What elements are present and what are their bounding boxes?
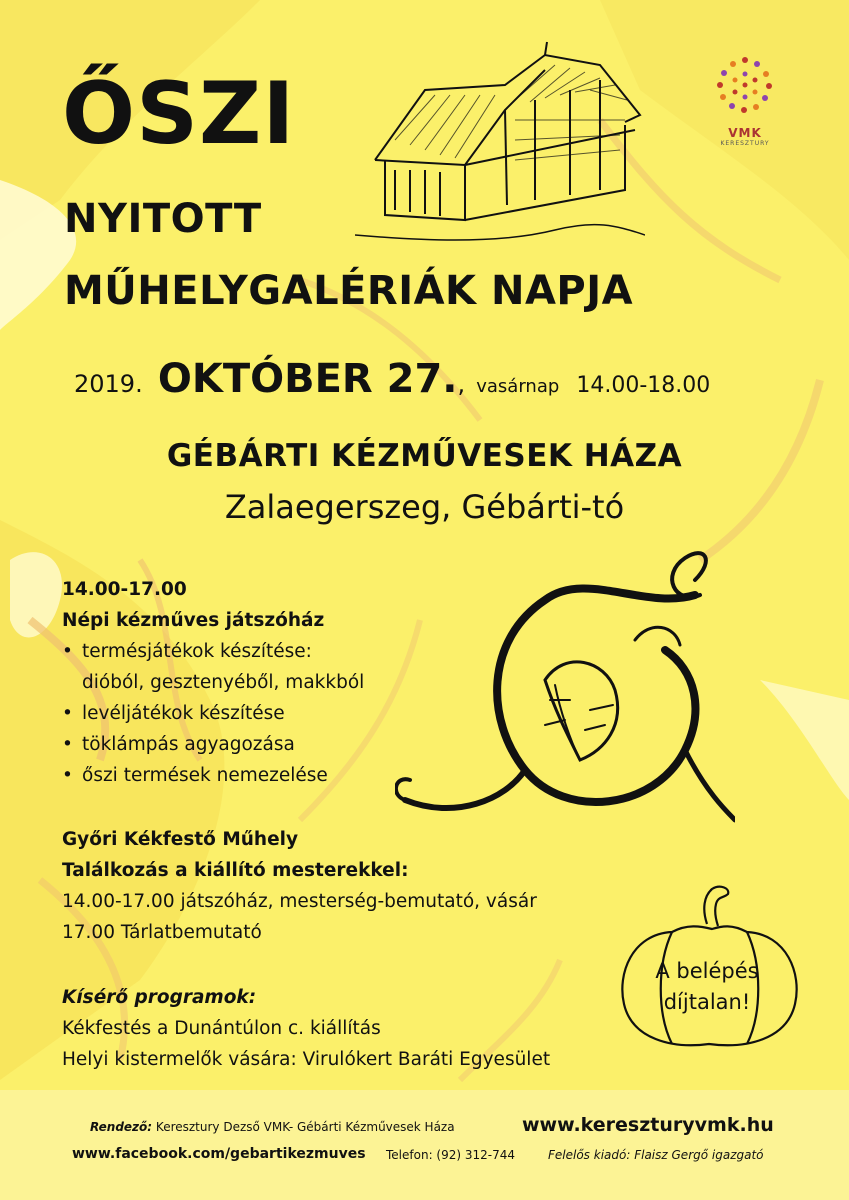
- footer-phone: Telefon: (92) 312-744: [386, 1148, 516, 1162]
- program3-line: Kékfestés a Dunántúlon c. kiállítás: [62, 1018, 381, 1039]
- website-link[interactable]: www.kereszturyvmk.hu: [522, 1114, 774, 1136]
- event-comma: ,: [457, 370, 466, 398]
- footer-organizer: [90, 1120, 455, 1134]
- organizer-name: Keresztury Dezső VMK- Gébárti Kézművesek Háza: [155, 1120, 455, 1134]
- badge-line1: A belépés: [655, 959, 759, 983]
- logo-subtext: KERESZTURY: [720, 140, 770, 147]
- venue-name: GÉBÁRTI KÉZMŰVESEK HÁZA: [166, 438, 683, 474]
- program3-line: Helyi kistermelők vására: Virulókert Baráti Egyesület: [62, 1049, 551, 1070]
- program2-line: 17.00 Tárlatbemutató: [62, 922, 262, 943]
- house-sketch-illustration: [355, 40, 645, 245]
- program1-item: • töklámpás agyagozása: [62, 729, 364, 760]
- vmk-logo: [712, 52, 778, 152]
- event-day: vasárnap: [476, 376, 560, 397]
- event-hours: 14.00-18.00: [576, 373, 711, 398]
- program1-item: • őszi termések nemezelése: [62, 760, 364, 791]
- footer-publisher: [548, 1148, 764, 1162]
- badge-line2: díjtalan!: [663, 990, 751, 1014]
- title-muhelygaleriak: MŰHELYGALÉRIÁK NAPJA: [64, 268, 634, 314]
- program2-title: Győri Kékfestő Műhely: [62, 829, 299, 850]
- venue-place: Zalaegerszeg, Gébárti-tó: [224, 488, 625, 526]
- program3-title: Kísérő programok:: [62, 987, 257, 1008]
- program1-item-detail: dióból, gesztenyéből, makkból: [82, 672, 365, 693]
- publisher-label: Felelős kiadó:: [548, 1148, 631, 1162]
- program-section-1: [62, 574, 364, 791]
- program1-item: • levéljátékok készítése: [62, 698, 364, 729]
- facebook-link[interactable]: www.facebook.com/gebartikezmuves: [72, 1146, 366, 1162]
- program2-subtitle: Találkozás a kiállító mesterekkel:: [62, 860, 409, 881]
- title-nyitott: NYITOTT: [64, 196, 262, 242]
- free-entry-badge: [628, 956, 786, 1018]
- program1-item: • termésjátékok készítése:: [62, 636, 364, 667]
- logo-text: VMK: [728, 126, 762, 140]
- event-date-line: [74, 356, 710, 416]
- event-year: 2019.: [74, 370, 143, 398]
- title-oszi: ŐSZI: [62, 64, 296, 164]
- program2-line: 14.00-17.00 játszóház, mesterség-bemutató, vásár: [62, 891, 537, 912]
- dot-circle-logo-icon: [712, 52, 778, 118]
- program-section-3: [62, 982, 550, 1075]
- event-date: OKTÓBER 27.: [157, 356, 458, 402]
- organizer-label: Rendező:: [90, 1120, 153, 1134]
- program-section-2: [62, 824, 537, 948]
- program1-title: Népi kézműves játszóház: [62, 610, 325, 631]
- publisher-name: Flaisz Gergő igazgató: [634, 1148, 764, 1162]
- program1-time: 14.00-17.00: [62, 579, 187, 600]
